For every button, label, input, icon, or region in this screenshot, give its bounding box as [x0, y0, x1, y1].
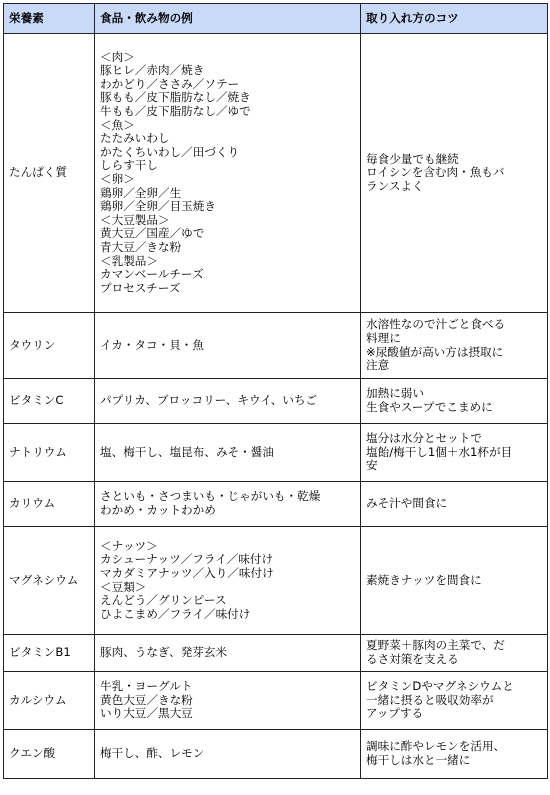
tips-cell	[361, 424, 548, 482]
table-row	[4, 672, 548, 730]
food-item: 青大豆／きな粉	[100, 239, 182, 254]
foods-cell	[95, 379, 361, 424]
food-item: ＜大豆製品＞	[100, 212, 170, 227]
food-item: わかめ・カットわかめ	[100, 503, 216, 517]
table-row	[4, 424, 548, 482]
food-item: えんどう／グリンピース	[100, 593, 227, 608]
tips-cell	[361, 34, 548, 313]
foods-cell	[95, 635, 361, 672]
food-item: 鶏卵／全卵／目玉焼き	[100, 199, 216, 214]
table-row	[4, 730, 548, 779]
nutrient-cell: ナトリウム	[4, 424, 95, 482]
foods-cell	[95, 34, 361, 313]
nutrition-table	[3, 3, 548, 779]
table-row	[4, 379, 548, 424]
tips-cell	[361, 672, 548, 730]
food-item: 梅干し、酢、レモン	[100, 746, 205, 761]
tip-line: 安	[366, 458, 378, 473]
food-item: プロセスチーズ	[100, 280, 181, 295]
food-item: 黄大豆／国産／ゆで	[100, 226, 205, 241]
tip-line: アップする	[366, 706, 424, 721]
tip-line: 毎食少量でも継続	[366, 151, 459, 166]
table-body	[4, 34, 548, 779]
food-item: パプリカ、ブロッコリー、キウイ、いちご	[100, 393, 318, 408]
food-item: かたくちいわし／田づくり	[100, 144, 240, 159]
header-tips: 取り入れ方のコツ	[361, 4, 548, 34]
tip-line: ビタミンDやマグネシウムと	[366, 679, 514, 694]
food-item: 豚ヒレ／赤肉／焼き	[100, 63, 205, 78]
food-item: イカ・タコ・貝・魚	[100, 337, 204, 352]
food-item: 鶏卵／全卵／生	[100, 185, 182, 200]
table-row	[4, 635, 548, 672]
tip-line: ロイシンを含む肉・魚もバ	[366, 165, 505, 180]
foods-cell	[95, 424, 361, 482]
tips-cell	[361, 482, 548, 527]
food-item: ＜卵＞	[100, 172, 135, 186]
tip-line: みそ汁や間食に	[366, 496, 448, 511]
tip-line: 夏野菜＋豚肉の主菜で、だ	[366, 638, 505, 653]
food-item: ＜肉＞	[100, 49, 135, 64]
tip-line: 加熱に弱い	[366, 386, 424, 401]
food-item: しらす干し	[100, 158, 158, 173]
food-item: ＜乳製品＞	[100, 253, 158, 268]
foods-cell	[95, 730, 361, 779]
tips-cell	[361, 379, 548, 424]
tip-line: 注意	[366, 358, 390, 373]
table-row	[4, 527, 548, 635]
tip-line: 素焼きナッツを間食に	[366, 572, 482, 587]
tip-line: 塩飴/梅干し1個＋水1杯が目	[366, 444, 513, 459]
tip-line: るさ対策を支える	[366, 652, 459, 666]
tip-line: 生食やスープでこまめに	[366, 400, 493, 414]
foods-cell	[95, 527, 361, 635]
table-row	[4, 34, 548, 313]
food-item: さといも・さつまいも・じゃがいも・乾燥	[100, 489, 321, 504]
nutrient-cell: たんぱく質	[4, 34, 95, 313]
food-item: カシューナッツ／フライ／味付け	[100, 552, 274, 567]
nutrient-cell: タウリン	[4, 313, 95, 379]
tip-line: ※尿酸値が高い方は摂取に	[366, 344, 504, 359]
table-row	[4, 313, 548, 379]
food-item: 黄色大豆／きな粉	[100, 692, 193, 707]
food-item: ＜魚＞	[100, 117, 135, 132]
food-item: カマンベールチーズ	[100, 267, 204, 282]
food-item: ＜ナッツ＞	[100, 538, 158, 553]
foods-cell	[95, 482, 361, 527]
tip-line: 調味に酢やレモンを活用、	[366, 739, 506, 754]
tips-cell	[361, 730, 548, 779]
tips-cell	[361, 635, 548, 672]
food-item: いり大豆／黒大豆	[100, 706, 193, 721]
nutrient-cell: カルシウム	[4, 672, 95, 730]
food-item: ＜豆類＞	[100, 579, 147, 594]
header-nutrient: 栄養素	[4, 4, 95, 34]
nutrient-cell: クエン酸	[4, 730, 95, 779]
tip-line: 料理に	[366, 330, 401, 345]
food-item: 豚肉、うなぎ、発芽玄米	[100, 645, 228, 660]
foods-cell	[95, 672, 361, 730]
nutrient-cell: ビタミンC	[4, 379, 95, 424]
tip-line: 一緒に摂ると吸収効率が	[366, 692, 494, 707]
food-item: マカダミアナッツ／入り／味付け	[100, 565, 274, 580]
nutrient-cell: ビタミンB1	[4, 635, 95, 672]
table-header-row	[4, 4, 548, 34]
nutrient-cell: マグネシウム	[4, 527, 95, 635]
food-item: ひよこまめ／フライ／味付け	[100, 606, 251, 621]
food-item: 牛もも／皮下脂肪なし／ゆで	[100, 104, 251, 119]
food-item: 塩、梅干し、塩昆布、みそ・醤油	[100, 444, 274, 459]
food-item: 豚もも／皮下脂肪なし／焼き	[100, 90, 251, 105]
tips-cell	[361, 527, 548, 635]
header-foods: 食品・飲み物の例	[95, 4, 361, 34]
tip-line: 水溶性なので汁ごと食べる	[366, 317, 506, 332]
tips-cell	[361, 313, 548, 379]
food-item: 牛乳・ヨーグルト	[100, 679, 193, 694]
table-row	[4, 482, 548, 527]
food-item: わかどり／ささみ／ソテー	[100, 76, 240, 91]
nutrient-cell: カリウム	[4, 482, 95, 527]
tip-line: 梅干しは水と一緒に	[366, 753, 471, 767]
food-item: たたみいわし	[100, 131, 170, 146]
foods-cell	[95, 313, 361, 379]
tip-line: ランスよく	[366, 178, 424, 193]
tip-line: 塩分は水分とセットで	[366, 431, 482, 446]
